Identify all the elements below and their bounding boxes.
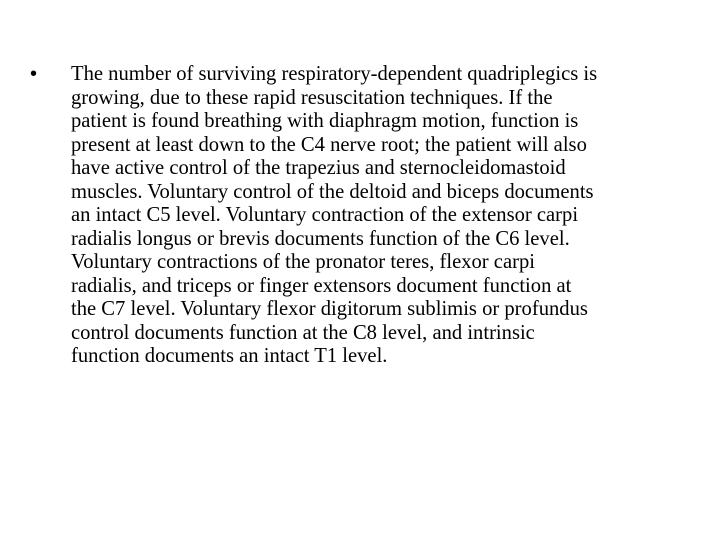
- paragraph-line: growing, due to these rapid resuscitation techniques. If the: [71, 86, 553, 109]
- paragraph-line: the C7 level. Voluntary flexor digitorum sublimis or profundus: [71, 298, 588, 320]
- paragraph-line: function documents an intact T1 level.: [71, 345, 388, 367]
- bullet-list: [30, 63, 690, 369]
- paragraph-line: have active control of the trapezius and sternocleidomastoid: [71, 157, 566, 179]
- paragraph-line: Voluntary contractions of the pronator teres, flexor carpi: [71, 251, 535, 273]
- bullet-paragraph: [71, 63, 690, 369]
- paragraph-line: control documents function at the C8 level, and intrinsic: [71, 321, 535, 344]
- paragraph-line: an intact C5 level. Voluntary contraction of the extensor carpi: [71, 204, 579, 226]
- paragraph-line: radialis longus or brevis documents function of the C6 level.: [71, 227, 570, 250]
- paragraph-line: patient is found breathing with diaphragm motion, function is: [71, 110, 579, 132]
- paragraph-line: radialis, and triceps or finger extensors document function at: [71, 274, 572, 297]
- bullet-item: [30, 63, 690, 369]
- paragraph-line: The number of surviving respiratory-dependent quadriplegics is: [71, 63, 598, 85]
- paragraph-line: present at least down to the C4 nerve root; the patient will also: [71, 133, 587, 156]
- paragraph-line: muscles. Voluntary control of the deltoid and biceps documents: [71, 180, 594, 203]
- bullet-icon: •: [30, 63, 38, 85]
